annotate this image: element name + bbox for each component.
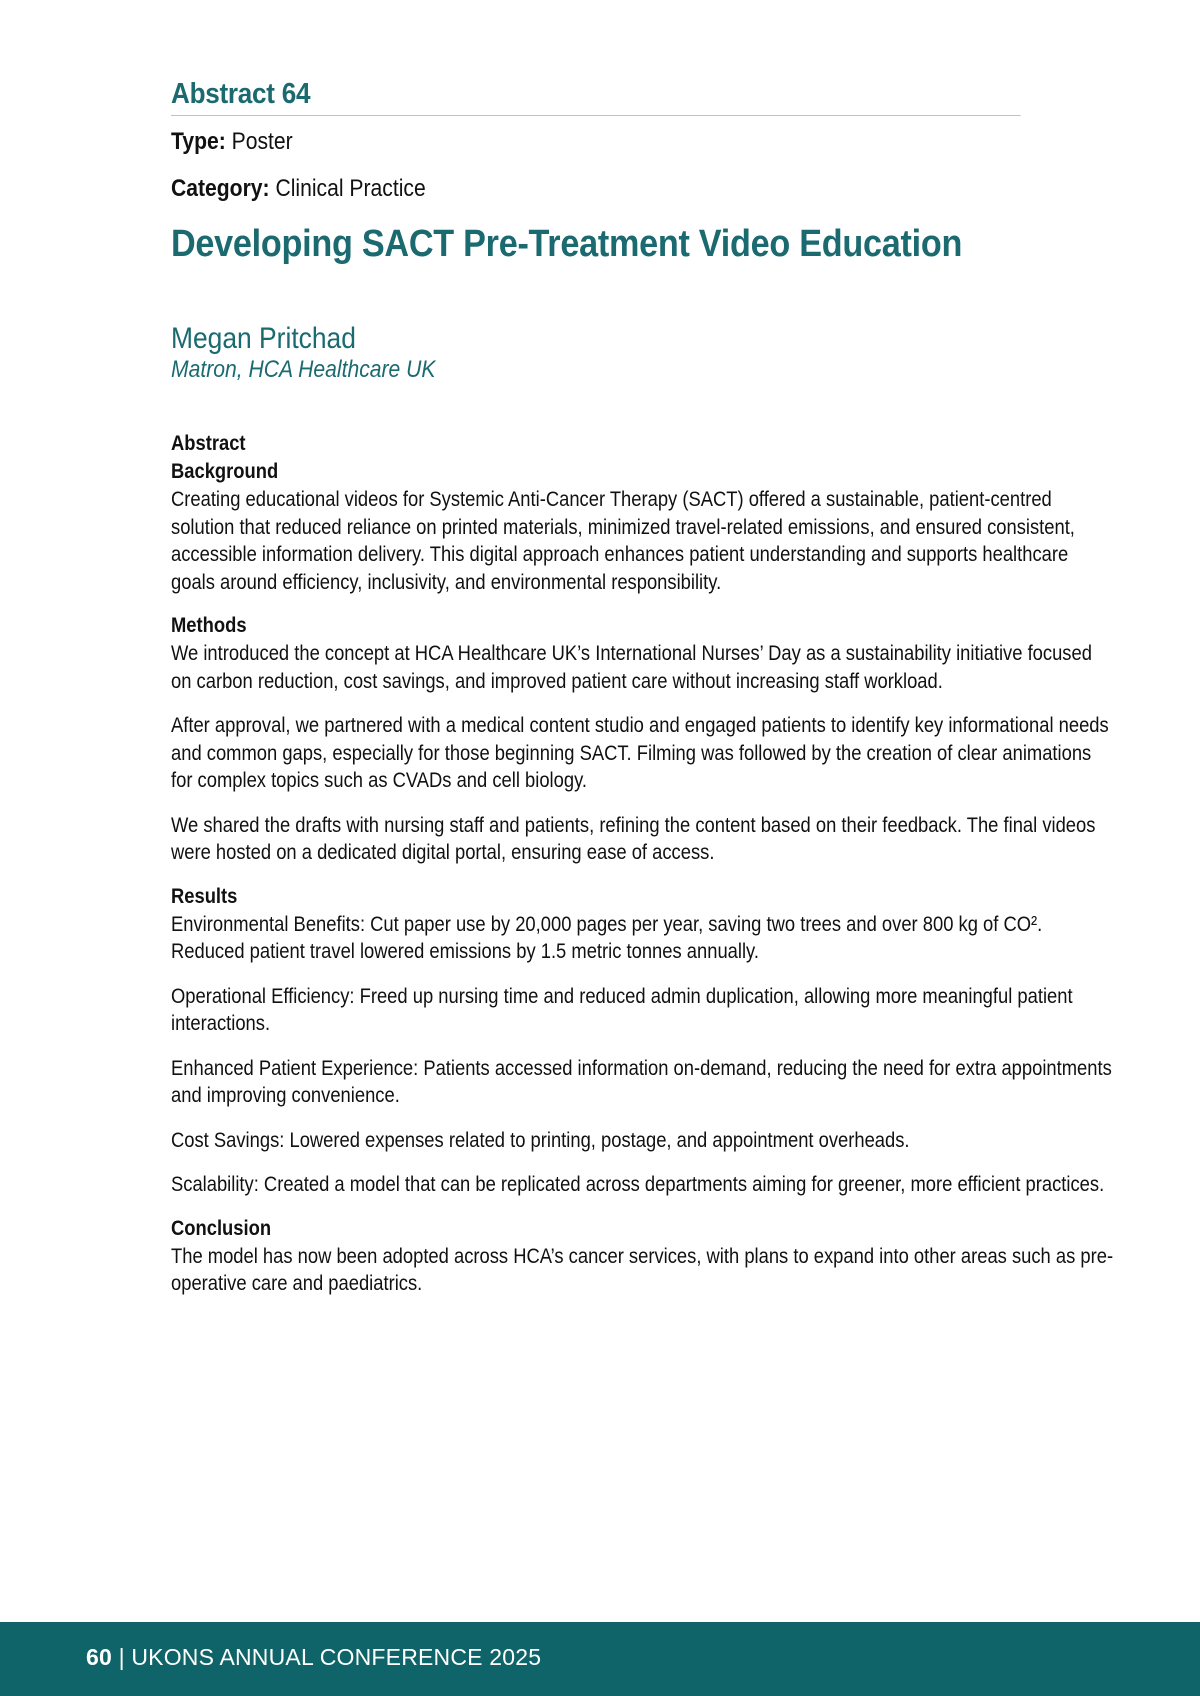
footer-separator: | <box>111 1644 132 1670</box>
results-heading: Results <box>171 884 238 908</box>
type-line <box>171 128 1002 156</box>
abstract-title: Developing SACT Pre-Treatment Video Education <box>171 223 963 265</box>
methods-heading: Methods <box>171 614 247 637</box>
footer-text <box>86 1644 541 1671</box>
results-paragraph: Environmental Benefits: Cut paper use by 20,000 pages per year, saving two trees and over 800 kg of CO². Reduced patient travel lowered emissions by 1.5 metric tonnes annually. <box>171 912 1043 963</box>
methods-paragraph: After approval, we partnered with a medical content studio and engaged patients to identify key informational needs and common gaps, especially for those beginning SACT. Filming was followed by the creation of clear animations for complex topics such as CVADs and cell biology. <box>171 714 1109 792</box>
abstract-page <box>171 78 1115 1298</box>
background-paragraph: Creating educational videos for Systemic Anti-Cancer Therapy (SACT) offered a sustainable, patient-centred solution that reduced reliance on printed materials, minimized travel-related emissions, and ensured consistent, accessible information delivery. This digital approach enhances patient understanding and supports healthcare goals around efficiency, inclusivity, and environmental responsibility. <box>171 488 1075 594</box>
author-role: Matron, HCA Healthcare UK <box>171 356 436 383</box>
category-label: Category: <box>171 175 270 202</box>
methods-paragraph: We introduced the concept at HCA Healthcare UK’s International Nurses’ Day as a sustainability initiative focused on carbon reduction, cost savings, and improved patient care without increasing staff workload. <box>171 642 1092 693</box>
type-label: Type: <box>171 128 226 155</box>
abstract-heading: Abstract <box>171 432 246 455</box>
results-paragraph: Enhanced Patient Experience: Patients accessed information on-demand, reducing the need for extra appointments and improving convenience. <box>171 1056 1112 1107</box>
conclusion-paragraph: The model has now been adopted across HCA’s cancer services, with plans to expand into other areas such as pre-operative care and paediatrics. <box>171 1244 1114 1295</box>
page-number: 60 <box>86 1644 112 1670</box>
conclusion-heading: Conclusion <box>171 1216 272 1240</box>
category-value: Clinical Practice <box>275 175 426 202</box>
conference-name: UKONS ANNUAL CONFERENCE 2025 <box>131 1644 542 1670</box>
author-name: Megan Pritchad <box>171 322 356 355</box>
results-paragraph: Operational Efficiency: Freed up nursing time and reduced admin duplication, allowing more meaningful patient interactions. <box>171 984 1073 1035</box>
results-paragraph: Cost Savings: Lowered expenses related to printing, postage, and appointment overheads. <box>171 1128 910 1152</box>
type-value: Poster <box>231 128 293 155</box>
results-paragraph: Scalability: Created a model that can be replicated across departments aiming for greener, more efficient practices. <box>171 1173 1105 1196</box>
category-line <box>171 175 1002 203</box>
methods-paragraph: We shared the drafts with nursing staff and patients, refining the content based on their feedback. The final videos were hosted on a dedicated digital portal, ensuring ease of access. <box>171 813 1096 864</box>
abstract-number: Abstract 64 <box>171 78 1021 116</box>
page-footer <box>0 1622 1200 1696</box>
background-heading: Background <box>171 460 279 483</box>
abstract-body <box>171 430 1115 1298</box>
